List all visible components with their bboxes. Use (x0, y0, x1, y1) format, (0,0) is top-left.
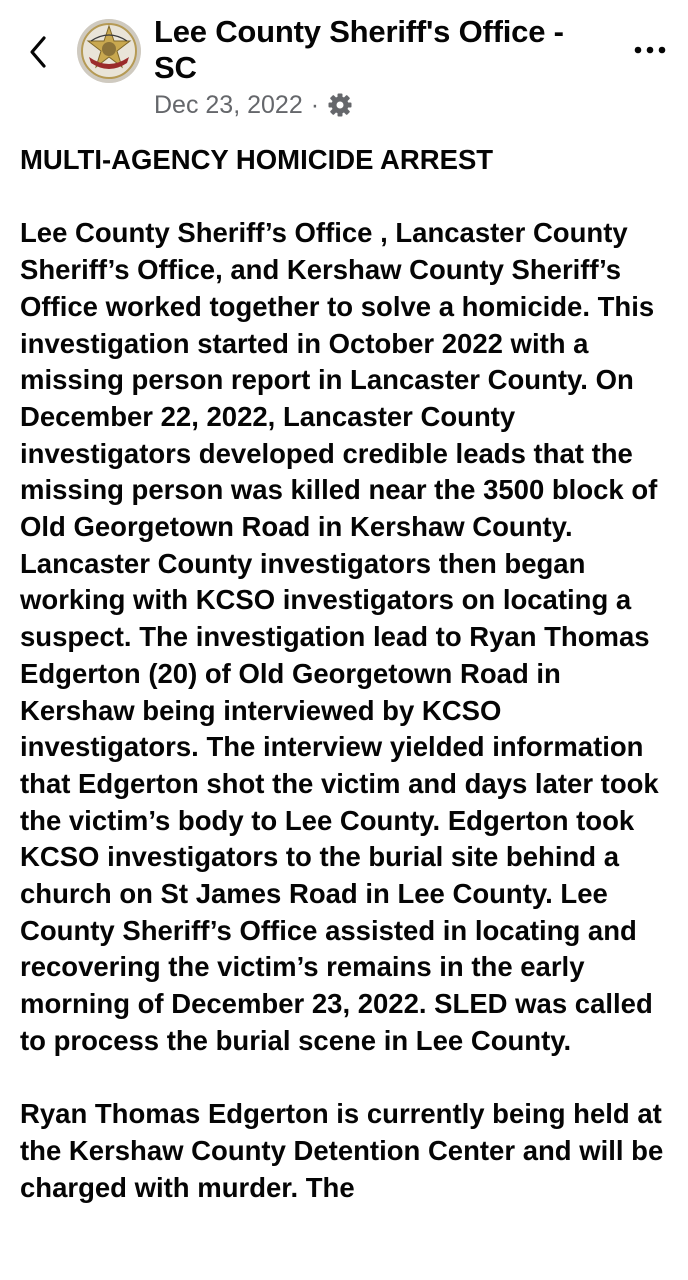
page-avatar[interactable] (77, 19, 141, 83)
post-paragraph: Ryan Thomas Edgerton is currently being held at the Kershaw County Detention Center and will be charged with murder. The (20, 1098, 664, 1203)
post-header (0, 0, 688, 140)
post-body (20, 142, 680, 1206)
back-button[interactable] (22, 32, 54, 72)
more-horizontal-icon (628, 34, 672, 64)
post-title: MULTI-AGENCY HOMICIDE ARREST (20, 144, 494, 175)
more-options-button[interactable] (628, 34, 672, 64)
post-date[interactable]: Dec 23, 2022 (154, 90, 303, 119)
page-name[interactable]: Lee County Sheriff's Office - SC (154, 14, 564, 85)
post-paragraph: Lee County Sheriff’s Office , Lancaster County Sheriff’s Office, and Kershaw County Sheriff’s Office worked together to solve a homicide. This investigation started in October 2022 with a missing person report in Lancaster County. On December 22, 2022, Lancaster County investigators developed credible leads that the missing person was killed near the 3500 block of Old Georgetown Road in Kershaw County. Lancaster County investigators then began working with KCSO investigators on locating a suspect. The investigation lead to Ryan Thomas Edgerton (20) of Old Georgetown Road in Kershaw being interviewed by KCSO investigators. The interview yielded information that Edgerton shot the victim and days later took the victim’s body to Lee County. Edgerton took KCSO investigators to the burial site behind a church on St James Road in Lee County. Lee County Sheriff’s Office assisted in locating and recovering the victim’s remains in the early morning of December 23, 2022. SLED was called to process the burial scene in Lee County. (20, 217, 659, 1056)
gear-icon[interactable] (327, 92, 353, 118)
sheriff-badge-icon (77, 19, 141, 83)
chevron-left-icon (22, 32, 54, 72)
meta-separator: · (310, 90, 320, 119)
post-meta (154, 88, 353, 122)
